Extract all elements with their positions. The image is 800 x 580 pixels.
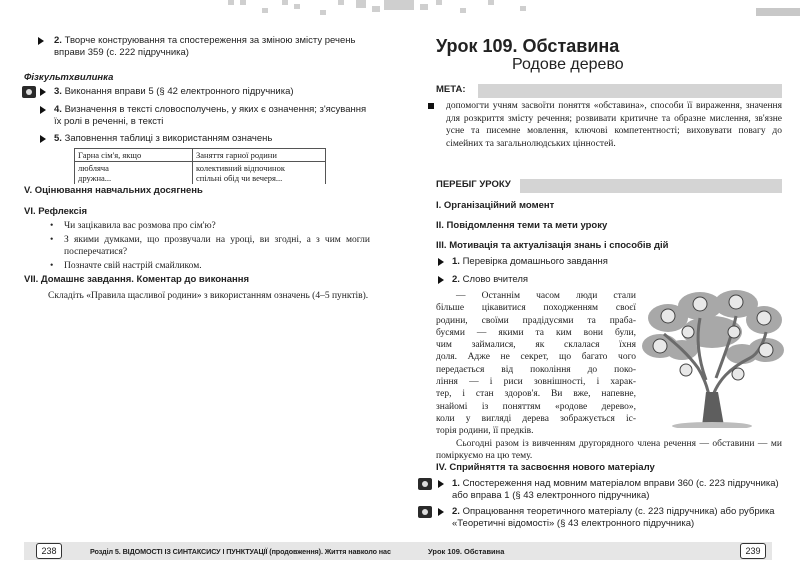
speech-line: бусями — якими та ким вони були, [436,327,636,338]
list-item-text: З якими думками, що прозвучали на уроці, ви згодні, а з чим могли посперечатися? [64,235,370,257]
task-item-4 [54,104,369,128]
new-material-item-1 [452,478,782,502]
table-cell-text: колективний відпочинок [196,163,285,173]
section-heading-v: V. Оцінювання навчальних досягнень [24,185,203,196]
fizkult-heading: Фізкультхвилинка [24,72,114,83]
portrait-icon [682,326,694,338]
sub-text: Перевірка домашнього завдання [462,256,608,267]
bullet-dot-icon: • [50,261,54,271]
e-textbook-icon [418,506,432,518]
new-material-item-2 [452,506,782,530]
meta-text: допомогти учням засвоїти поняття «обставина», способи її вираження, значення для розкриття змісту речення; розвивати критичне та образне мислення, зв'язне усне та писемне мовлення, ключові компетентності; виховувати повагу до сімейних та загальнолюдських цінностей. [446,101,782,149]
speech-line: торія родини, її предків. [436,426,534,437]
bullet-arrow-icon [438,480,444,488]
speech-line: родини, своїми прадідусями та праба- [436,315,636,326]
table-cell [193,162,326,185]
speech-line: чим займалися, як склалася їхня [436,340,636,351]
bullet-dot-icon: • [50,235,54,245]
list-item [50,234,370,258]
section-heading-vi: VI. Рефлексія [24,206,88,217]
table-cell-text: люблячa [78,163,109,173]
sub-number: 1. [452,256,460,267]
course-label: ПЕРЕБІГ УРОКУ [436,179,511,190]
meta-bar [478,84,782,98]
section-heading-ii: II. Повідомлення теми та мети уроку [436,220,608,231]
page-number: 238 [36,543,62,559]
teacher-speech [436,290,636,438]
section-heading-i: I. Організаційний момент [436,200,555,211]
portrait-icon [729,295,743,309]
table-header-cell: Заняття гарної родини [193,149,326,162]
bullet-arrow-icon [438,508,444,516]
task-number: 4. [54,104,62,115]
reflection-list [50,220,370,272]
speech-line: коли у вигляді дерева зображується іс- [436,413,636,424]
meta-label: МЕТА: [436,84,466,95]
portrait-icon [757,311,771,325]
bullet-dot-icon: • [50,221,54,231]
bullet-arrow-icon [40,88,46,96]
item-text: Опрацювання теоретичного матеріалу (с. 223 підручника) або рубрика «Теоретичні відомості» (§ 43 електронного підручника) [452,506,775,529]
portrait-icon [728,326,740,338]
task-number: 5. [54,133,62,144]
task-item-5 [54,133,364,145]
sub-item-1 [452,256,608,268]
homework-text: Складіть «Правила щасливої родини» з використанням означень (4–5 пунктів). [48,291,369,301]
bullet-arrow-icon [438,276,444,284]
speech-line: тер, і стан здоров'я. Ви вже, напевне, [436,389,636,400]
footer-text: Урок 109. Обставина [428,547,505,556]
portrait-icon [653,339,667,353]
task-text: Творче конструювання та спостереження за зміною змісту речень вправи 359 (с. 222 підручника) [54,35,356,58]
table-cell-text: спільні обід чи вечеря... [196,173,283,183]
page-number: 239 [740,543,766,559]
task-number: 2. [54,35,62,46]
tree-ground [672,422,752,428]
footer-text: Розділ 5. ВІДОМОСТІ ІЗ СИНТАКСИСУ І ПУНКТУАЦІЇ (продовження). Життя навколо нас [90,547,391,556]
section-heading-iv: IV. Сприйняття та засвоєння нового матеріалу [436,462,655,473]
adjectives-table [74,148,326,184]
bullet-arrow-icon [38,37,44,45]
task-number: 3. [54,86,62,97]
speech-line: більше цікавитися походженням своєї [436,303,636,314]
table-header-cell: Гарна сім'я, якщо [75,149,193,162]
table-header-row [75,149,326,162]
e-textbook-icon [418,478,432,490]
sub-item-2 [452,274,528,286]
speech-line: передається від покоління до поко- [436,364,636,375]
item-number: 1. [452,478,460,489]
portrait-icon [680,364,692,376]
speech-line: — Останнім часом люди стали [456,291,636,301]
sub-number: 2. [452,274,460,285]
speech-line: ління — і риси зовнішності, і харак- [436,377,636,388]
lesson-title: Урок 109. Обставина [436,36,620,56]
e-textbook-icon [22,86,36,98]
sub-text: Слово вчителя [462,274,529,285]
task-text: Заповнення таблиці з використанням означень [64,133,273,144]
lesson-subtitle: Родове дерево [512,56,624,73]
bullet-arrow-icon [40,106,46,114]
task-text: Виконання вправи 5 (§ 42 електронного підручника) [64,86,294,97]
portrait-icon [693,297,707,311]
section-heading-iii: III. Мотивація та актуалізація знань і способів дій [436,240,669,251]
list-item-text: Позначте свій настрій смайликом. [64,261,202,271]
tree-trunk [702,392,724,426]
speech-line: знайомі із поняттям «родове дерево», [436,401,636,412]
course-bar [520,179,782,193]
table-cell [75,162,193,185]
square-bullet-icon [428,103,434,109]
portrait-icon [759,343,773,357]
today-text: Сьогодні разом із вивченням другорядного члена речення — обставини — ми поміркуємо на цю тему. [436,439,782,461]
item-text: Спостереження над мовним матеріалом вправи 360 (с. 223 підручника) або вправа 1 (§ 43 електронного підручника) [452,478,779,501]
right-page [400,0,800,580]
item-number: 2. [452,506,460,517]
list-item-text: Чи зацікавила вас розмова про сім'ю? [64,221,216,231]
portrait-icon [661,309,675,323]
portrait-icon [732,368,744,380]
table-row [75,162,326,185]
task-text: Визначення в тексті словосполучень, у яких є означення; з'ясування їх ролі в реченні, в тексті [54,104,367,127]
task-item-3 [54,86,364,98]
family-tree-illustration [638,288,786,428]
section-heading-vii: VII. Домашнє завдання. Коментар до виконання [24,274,250,285]
list-item [50,260,370,272]
bullet-arrow-icon [40,135,46,143]
decorative-bar [756,8,800,16]
table-cell-text: дружна... [78,173,112,183]
task-item-2 [54,35,364,59]
speech-line: доля. Адже не секрет, що багато чого [436,352,636,363]
bullet-arrow-icon [438,258,444,266]
list-item [50,220,370,232]
